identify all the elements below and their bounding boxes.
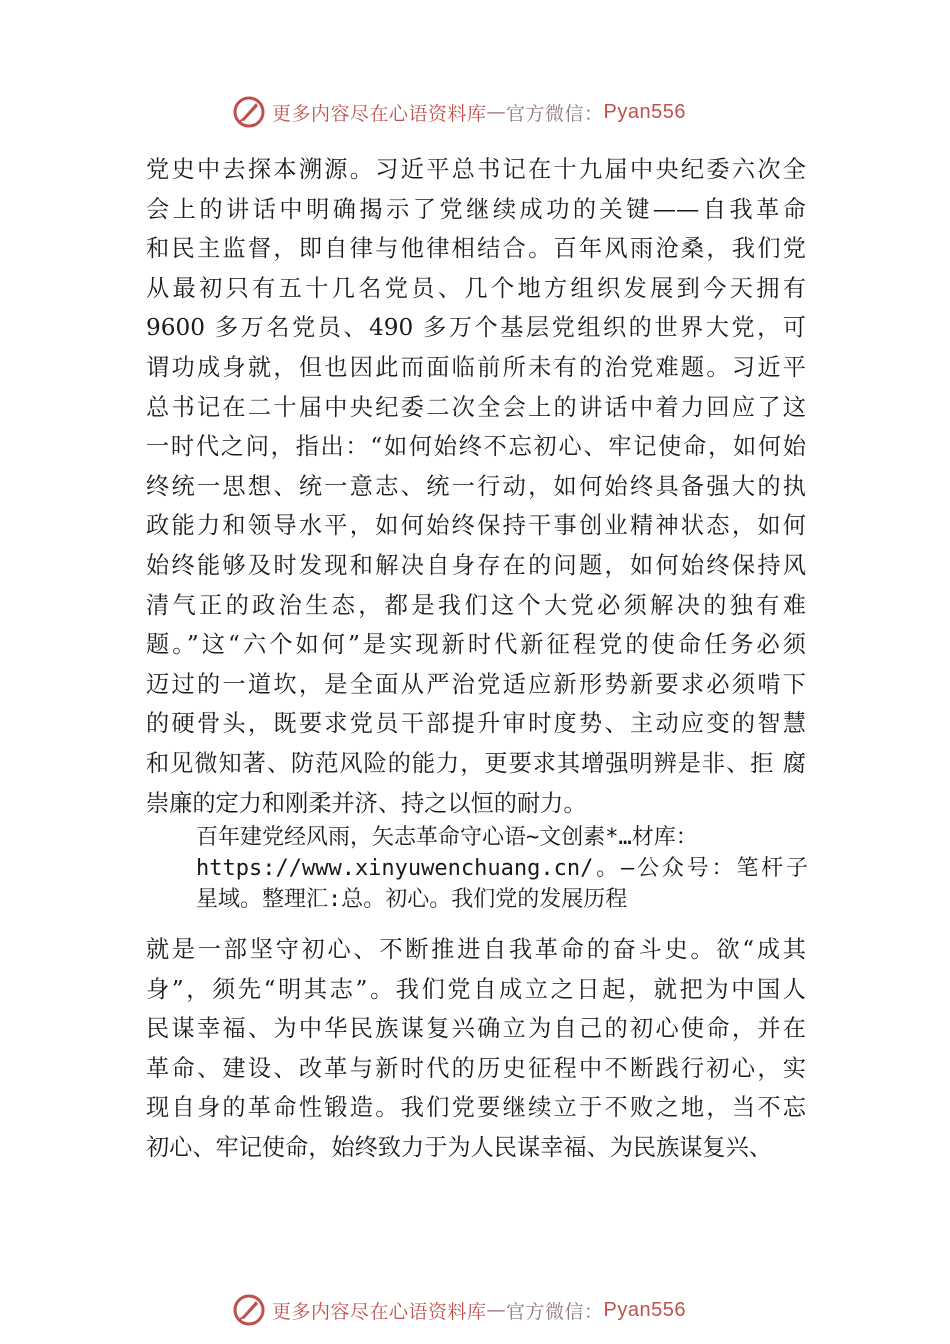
text-line: 迈过的一道坎，是全面从严治党适应新形势新要求必须啃下 <box>146 670 806 698</box>
inset-line: https://www.xinyuwenchuang.cn/。—公众号：笔杆子 <box>196 856 808 881</box>
text-line: 谓功成身就，但也因此而面临前所未有的治党难题。习近平 <box>146 353 806 381</box>
quill-circle-logo-icon <box>232 1293 266 1327</box>
text-line: 崇廉的定力和刚柔并济、持之以恒的耐力。 <box>146 789 587 817</box>
text-line: 和民主监督，即自律与他律相结合。百年风雨沧桑，我们党 <box>146 235 806 263</box>
banner-content <box>232 92 686 132</box>
banner-wechat-label: 官方微信： <box>506 1300 604 1323</box>
inset-watermark-text <box>196 822 808 915</box>
text-line: 终统一思想、统一意志、统一行动，如何始终具备强大的执 <box>146 472 806 500</box>
text-line: 始终能够及时发现和解决自身存在的问题，如何始终保持风 <box>146 551 806 579</box>
text-line: 和见微知著、防范风险的能力，更要求其增强明辨是非、拒 腐 <box>146 749 806 777</box>
banner-title: 更多内容尽在心语资料库 <box>272 1300 487 1323</box>
text-line: 从最初只有五十几名党员、几个地方组织发展到今天拥有 <box>146 274 806 302</box>
banner-wechat-label: 官方微信： <box>506 102 604 125</box>
text-line: 现自身的革命性锻造。我们党要继续立于不败之地，当不忘 <box>146 1094 806 1122</box>
banner-separator: — <box>486 1299 507 1321</box>
text-line: 9600 多万名党员、490 多万个基层党组织的世界大党，可 <box>146 314 806 342</box>
paragraph-3 <box>146 930 806 1168</box>
text-line: 一时代之问，指出：“如何始终不忘初心、牢记使命，如何始 <box>146 433 806 461</box>
text-line: 身”，须先“明其志”。我们党自成立之日起，就把为中国人 <box>146 975 806 1003</box>
banner-wechat-id: Pyan556 <box>603 1298 686 1321</box>
text-line: 民谋幸福、为中华民族谋复兴确立为自己的初心使命，并在 <box>146 1015 806 1043</box>
text-line: 初心、牢记使命，始终致力于为人民谋幸福、为民族谋复兴、 <box>146 1133 773 1161</box>
inset-line: 百年建党经风雨，矢志革命守心语~文创素*…材库： <box>196 825 698 850</box>
text-line: 政能力和领导水平，如何始终保持干事创业精神状态，如何 <box>146 512 806 540</box>
paragraph-1 <box>146 150 806 823</box>
footer-banner <box>0 1290 950 1330</box>
text-line: 题。”这“六个如何”是实现新时代新征程党的使命任务必须 <box>146 631 806 659</box>
quill-circle-logo-icon <box>232 95 266 129</box>
banner-wechat-id: Pyan556 <box>603 100 686 123</box>
text-line: 总书记在二十届中央纪委二次全会上的讲话中着力回应了这 <box>146 393 806 421</box>
banner-title: 更多内容尽在心语资料库 <box>272 102 487 125</box>
text-line: 革命、建设、改革与新时代的历史征程中不断践行初心，实 <box>146 1054 806 1082</box>
text-line: 会上的讲话中明确揭示了党继续成功的关键——自我革命 <box>146 195 806 223</box>
text-line: 党史中去探本溯源。习近平总书记在十九届中央纪委六次全 <box>146 156 806 183</box>
inset-line: 星域。整理汇:总。初心。我们党的发展历程 <box>196 887 628 912</box>
banner-separator: — <box>486 101 507 123</box>
text-line: 清气正的政治生态，都是我们这个大党必须解决的独有难 <box>146 591 806 619</box>
banner-content <box>232 1290 686 1330</box>
header-banner <box>0 92 950 132</box>
text-line: 的硬骨头，既要求党员干部提升审时度势、主动应变的智慧 <box>146 710 806 738</box>
text-line: 就是一部坚守初心、不断推进自我革命的奋斗史。欲“成其 <box>146 936 806 963</box>
